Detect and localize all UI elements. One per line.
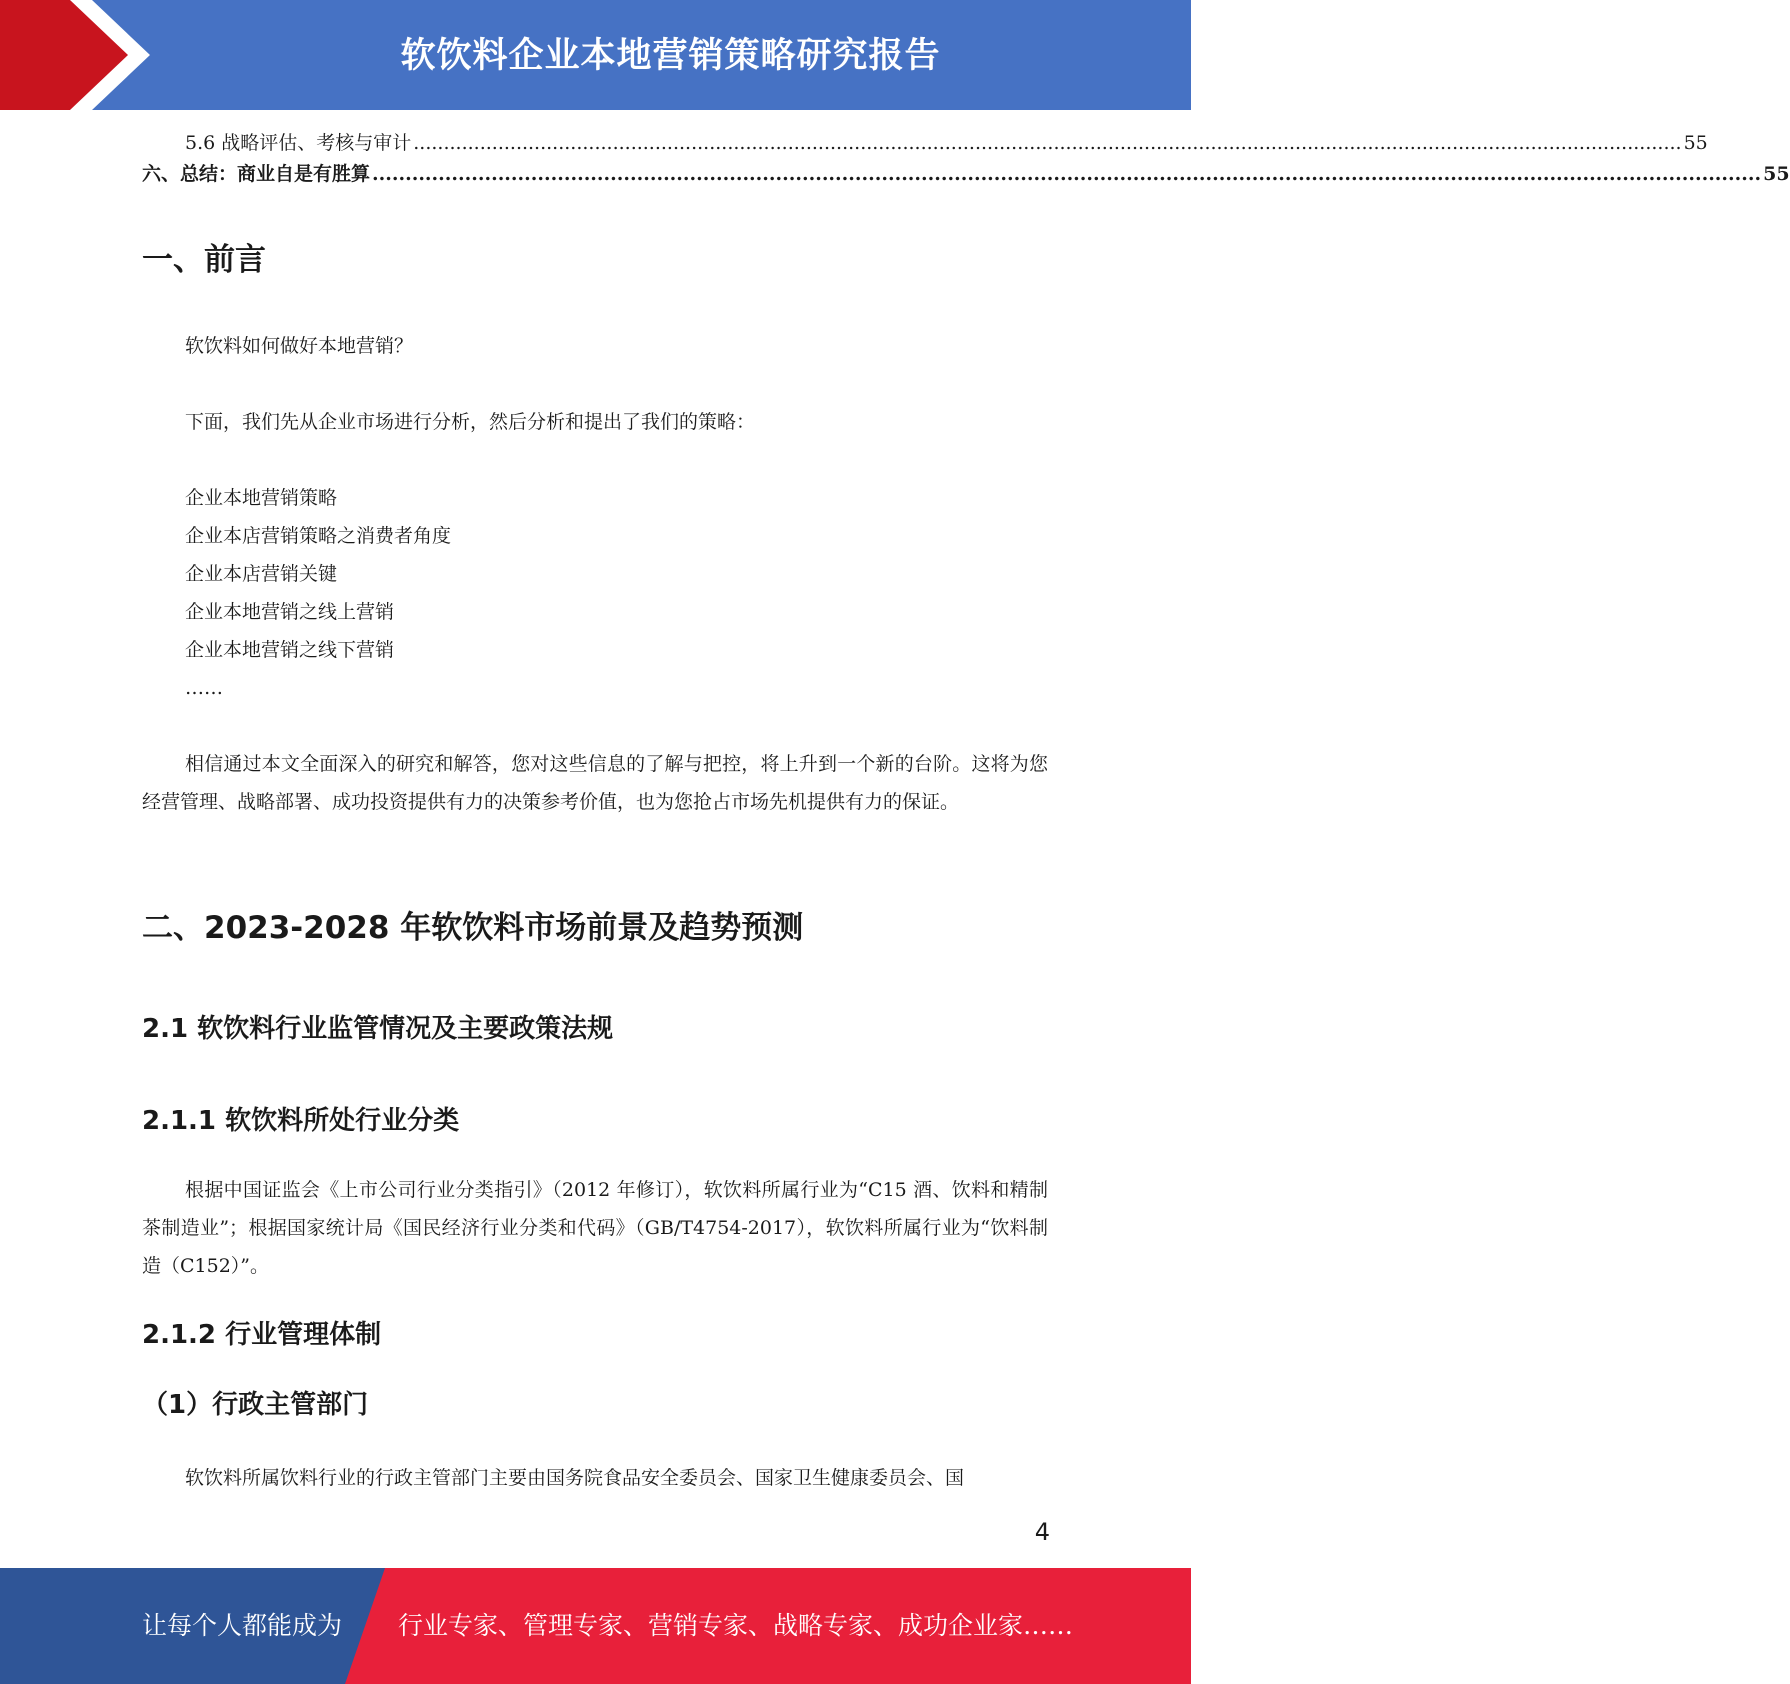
list-item: 企业本地营销之线下营销 (185, 639, 395, 661)
subsubsection-title: 2.1.1 软饮料所处行业分类 (142, 1106, 460, 1136)
footer-slogan-right: 行业专家、管理专家、营销专家、战略专家、成功企业家…… (398, 1611, 1074, 1640)
section-title-preface: 一、前言 (142, 242, 266, 278)
body-text (142, 0, 1048, 1560)
section-title-forecast: 二、2023-2028 年软饮料市场前景及趋势预测 (142, 910, 804, 946)
list-item: 企业本店营销策略之消费者角度 (185, 525, 452, 547)
header-title: 软饮料企业本地营销策略研究报告 (400, 36, 941, 76)
toc-entry-page: 55 (1763, 163, 1790, 185)
preface-paragraph: 相信通过本文全面深入的研究和解答，您对这些信息的了解与把控，将上升到一个新的台阶。这将为您经营管理、战略部署、成功投资提供有力的决策参考价值，也为您抢占市场先机提供有力的保证。 (142, 753, 1048, 813)
toc-entry-text: 六、总结：商业自是有胜算 (142, 163, 371, 185)
toc-entry-page: 55 (1683, 132, 1708, 154)
header-red-chevron (0, 0, 150, 110)
toc-entry-text: 5.6 战略评估、考核与审计 (185, 132, 412, 154)
subsection-title: 2.1 软饮料行业监管情况及主要政策法规 (142, 1014, 614, 1044)
toc-leader-dots: .................................................................................................................................................................................................................. (413, 132, 1682, 154)
strategy-list (185, 479, 451, 707)
footer-slogan-left: 让每个人都能成为 (142, 1611, 343, 1640)
preface-paragraph: 下面，我们先从企业市场进行分析，然后分析和提出了我们的策略： (185, 411, 756, 433)
list-item: 企业本地营销策略 (185, 487, 338, 509)
list-item: …… (185, 677, 223, 699)
toc-leader-dots: .................................................................................................................................................................................................................. (372, 163, 1762, 185)
authority-paragraph: 软饮料所属饮料行业的行政主管部门主要由国务院食品安全委员会、国家卫生健康委员会、国 (185, 1467, 965, 1489)
page-number: 4 (1034, 1518, 1050, 1546)
paren-heading: （1）行政主管部门 (142, 1390, 369, 1420)
subsubsection-title: 2.1.2 行业管理体制 (142, 1320, 382, 1350)
list-item: 企业本店营销关键 (185, 563, 338, 585)
list-item: 企业本地营销之线上营销 (185, 601, 395, 623)
preface-paragraph: 软饮料如何做好本地营销？ (185, 335, 414, 357)
page-footer (0, 1568, 1191, 1684)
classification-paragraph: 根据中国证监会《上市公司行业分类指引》（2012 年修订），软饮料所属行业为“C15 酒、饮料和精制茶制造业”；根据国家统计局《国民经济行业分类和代码》（GB/T4754-2017），软饮料所属行业为“饮料制造（C152）”。 (142, 1179, 1048, 1277)
